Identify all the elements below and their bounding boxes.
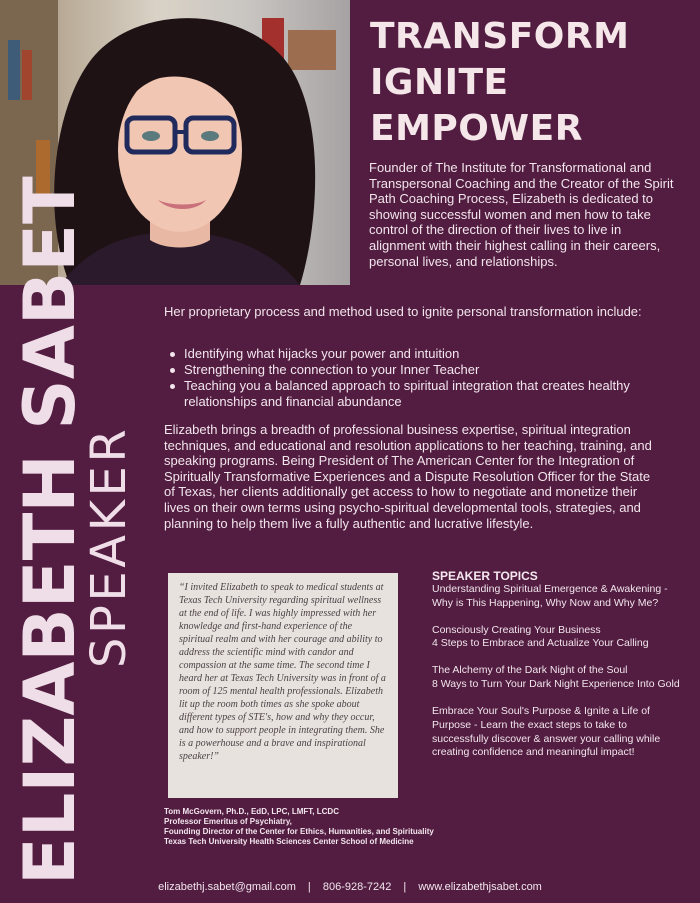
topic-line: Consciously Creating Your Business <box>432 623 601 636</box>
process-bullet-list <box>168 346 663 410</box>
topic-line: 8 Ways to Turn Your Dark Night Experience Into Gold <box>432 678 680 691</box>
bullet-item: Strengthening the connection to your Inner Teacher <box>168 362 663 378</box>
topic-item <box>432 583 682 610</box>
testimonial-box <box>168 573 398 798</box>
attribution-title: Texas Tech University Health Sciences Center School of Medicine <box>164 837 414 846</box>
headline-transform: TRANSFORM <box>370 16 630 57</box>
intro-paragraph: Founder of The Institute for Transformational and Transpersonal Coaching and the Creator of the Spirit Path Coaching Process, Elizabeth is dedicated to showing successful women and men how to take control of the direction of their lives to live in alignment with their highest calling in their careers, personal lives, and relationships. <box>369 160 674 269</box>
topic-line: Understanding Spiritual Emergence & Awakening - Why is This Happening, Why Now and Why Me? <box>432 583 668 609</box>
vertical-role: SPEAKER <box>81 425 137 668</box>
phone-number[interactable]: 806-928-7242 <box>322 881 392 893</box>
expertise-paragraph: Elizabeth brings a breadth of professional business expertise, spiritual integration techniques, and educational and resolution applications to her teaching, training, and speaking programs. Being President of The American Center for the Integration of Spiritually Transformative Experiences and a Dispute Resolution Officer for the State of Texas, her clients additionally get access to how to negotiate and monetize their lives on their own terms using psycho-spiritual developmental tools, strategies, and planning to help them live a fully authentic and lucrative lifestyle. <box>164 422 652 531</box>
bullet-item: Identifying what hijacks your power and intuition <box>168 346 663 362</box>
topic-item <box>432 664 682 691</box>
speaker-topics-list <box>432 583 682 773</box>
topic-line: Embrace Your Soul's Purpose & Ignite a Life of Purpose - Learn the exact steps to take to successfully discover & answer your calling while creating confidence and meaningful impact! <box>432 705 661 759</box>
website-link[interactable]: www.elizabethjsabet.com <box>418 881 542 893</box>
vertical-name: ELIZABETH SABET <box>9 176 91 885</box>
topic-item <box>432 624 682 651</box>
process-intro-paragraph: Her proprietary process and method used to ignite personal transformation include: <box>164 304 642 319</box>
headline-ignite: IGNITE <box>370 62 509 103</box>
attribution-author: Tom McGovern, Ph.D., EdD, LPC, LMFT, LCDC <box>164 807 339 816</box>
email-link[interactable]: elizabethj.sabet@gmail.com <box>158 881 296 893</box>
topic-line: 4 Steps to Embrace and Actualize Your Calling <box>432 637 649 650</box>
topic-item <box>432 705 682 760</box>
attribution-title: Professor Emeritus of Psychiatry, <box>164 817 292 826</box>
testimonial-attribution <box>164 807 504 847</box>
bullet-item: Teaching you a balanced approach to spiritual integration that creates healthy relationships and financial abundance <box>168 378 663 409</box>
headline-empower: EMPOWER <box>370 108 583 149</box>
footer-separator: | <box>403 881 407 893</box>
footer-separator: | <box>307 881 311 893</box>
attribution-title: Founding Director of the Center for Ethics, Humanities, and Spirituality <box>164 827 434 836</box>
speaker-topics-heading: SPEAKER TOPICS <box>432 569 538 583</box>
testimonial-quote: “I invited Elizabeth to speak to medical students at Texas Tech University regarding spiritual wellness at the end of life. I was highly impressed with her knowledge and first-hand experience of the spiritual realm and with her courage and ability to address the scientific mind with candor and compassion at the same time. The second time I heard her at Texas Tech University was in front of a room of 125 mental health professionals. Elizabeth lit up the room both times as she spoke about different types of STE's, how and why they occur, and how to support people in integrating them. She is a powerhouse and a brave and inspirational speaker!” <box>179 582 386 762</box>
headline <box>370 14 629 152</box>
contact-footer <box>0 881 700 893</box>
topic-line: The Alchemy of the Dark Night of the Soul <box>432 664 628 677</box>
